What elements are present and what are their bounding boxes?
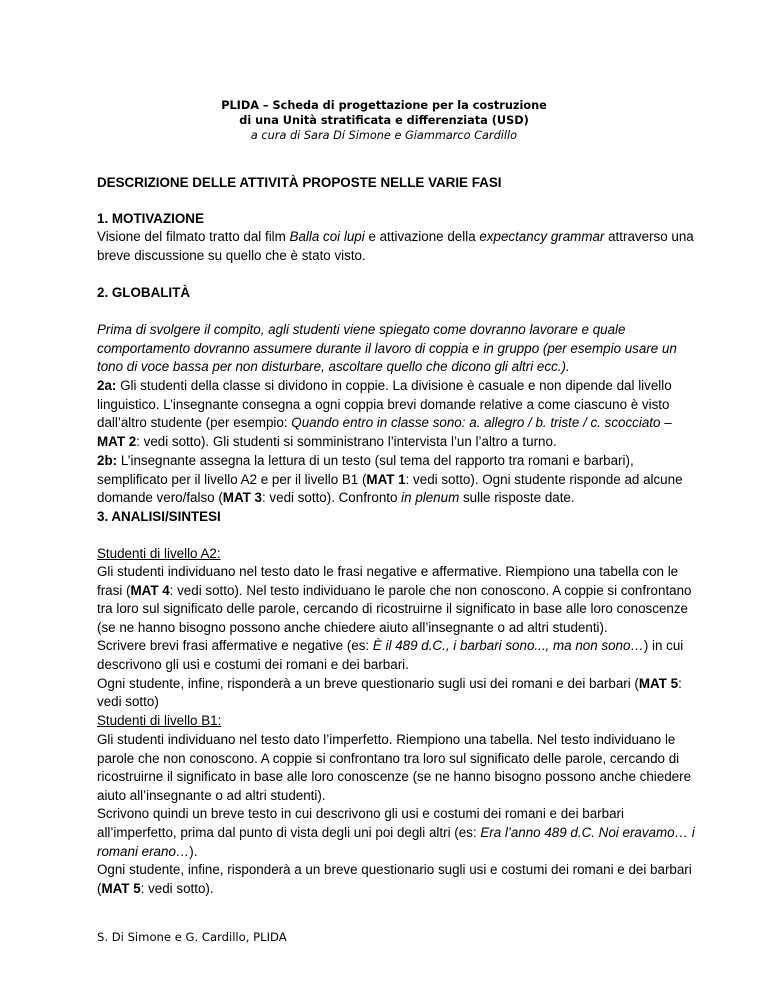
paragraph-2b: 2b: L’insegnante assegna la lettura di un testo (sul tema del rapporto tra romani e barbari), semplificato per il livello A2 e per il livello B1 (MAT 1: vedi sotto). Ogni studente risponde ad alcune domande vero/falso (MAT 3: vedi sotto). Confronto in plenum sulle risposte date. — [97, 453, 683, 506]
section-2-title: 2. GLOBALITÀ — [97, 285, 190, 300]
section-heading: DESCRIZIONE DELLE ATTIVITÀ PROPOSTE NELLE VARIE FASI — [97, 175, 502, 190]
page-footer: S. Di Simone e G. Cardillo, PLIDA — [97, 930, 287, 944]
level-b1-text: Gli studenti individuano nel testo dato l’imperfetto. Riempiono una tabella. Nel testo individuano le parole che non conoscono. A coppie si confrontano tra loro sul significato delle parole, cercando di ricostruirne il significato in base alle loro conoscenze (se ne hanno bisogno possono anche chiedere aiuto all’insegnante o ad altri studenti). Scrivono quindi un breve testo in cui descrivono gli usi e costumi dei romani e dei barbari all’imperfetto, prima dal punto di vista degli uni poi degli altri (es: Era l’anno 489 d.C. Noi eravamo… i romani erano…). Ogni studente, infine, risponderà a un breve questionario sugli usi e costumi dei romani e dei barbari (MAT 5: vedi sotto). — [97, 732, 695, 896]
document-authors: a cura di Sara Di Simone e Giammarco Cardillo — [250, 129, 518, 142]
level-a2-text: Gli studenti individuano nel testo dato le frasi negative e affermative. Riempiono una tabella con le frasi (MAT 4: vedi sotto). Nel testo individuano le parole che non conoscono. A coppie si confrontano tra loro sul significato delle parole, cercando di ricostruirne il significato in base alle loro conoscenze (se ne hanno bisogno possono anche chiedere aiuto all’insegnante o ad altri studenti). Scrivere brevi frasi affermative e negative (es: È il 489 d.C., i barbari sono..., ma non sono…) in cui descrivono gli usi e costumi dei romani e dei barbari. Ogni studente, infine, risponderà a un breve questionario sugli usi dei romani e dei barbari (MAT 5: vedi sotto) — [97, 564, 692, 710]
section-3-title: 3. ANALISI/SINTESI — [97, 509, 221, 524]
level-b1-title: Studenti di livello B1: — [97, 713, 222, 728]
level-a2-title: Studenti di livello A2: — [97, 546, 221, 561]
document-title-line1: PLIDA – Scheda di progettazione per la costruzione — [221, 99, 547, 112]
section-2-intro: Prima di svolgere il compito, agli studenti viene spiegato come dovranno lavorare e quale comportamento dovranno assumere durante il lavoro di coppia e in gruppo (per esempio usare un tono di voce bassa per non disturbare, ascoltare quello che dicono gli altri ecc.). — [97, 322, 677, 375]
section-1-text: Visione del filmato tratto dal film Balla coi lupi e attivazione della expectancy grammar attraverso una breve discussione su quello che è stato visto. — [97, 229, 694, 263]
section-1-title: 1. MOTIVAZIONE — [97, 211, 204, 226]
document-title-line2: di una Unità stratificata e differenziata (USD) — [239, 114, 529, 127]
paragraph-2a: 2a: Gli studenti della classe si dividono in coppie. La divisione è casuale e non dipende dal livello linguistico. L’insegnante consegna a ogni coppia brevi domande relative a come ciascuno è visto dall’altro studente (per esempio: Quando entro in classe sono: a. allegro / b. triste / c. scocciato – MAT 2: vedi sotto). Gli studenti si somministrano l’intervista l’un l’altro a turno. — [97, 378, 672, 449]
